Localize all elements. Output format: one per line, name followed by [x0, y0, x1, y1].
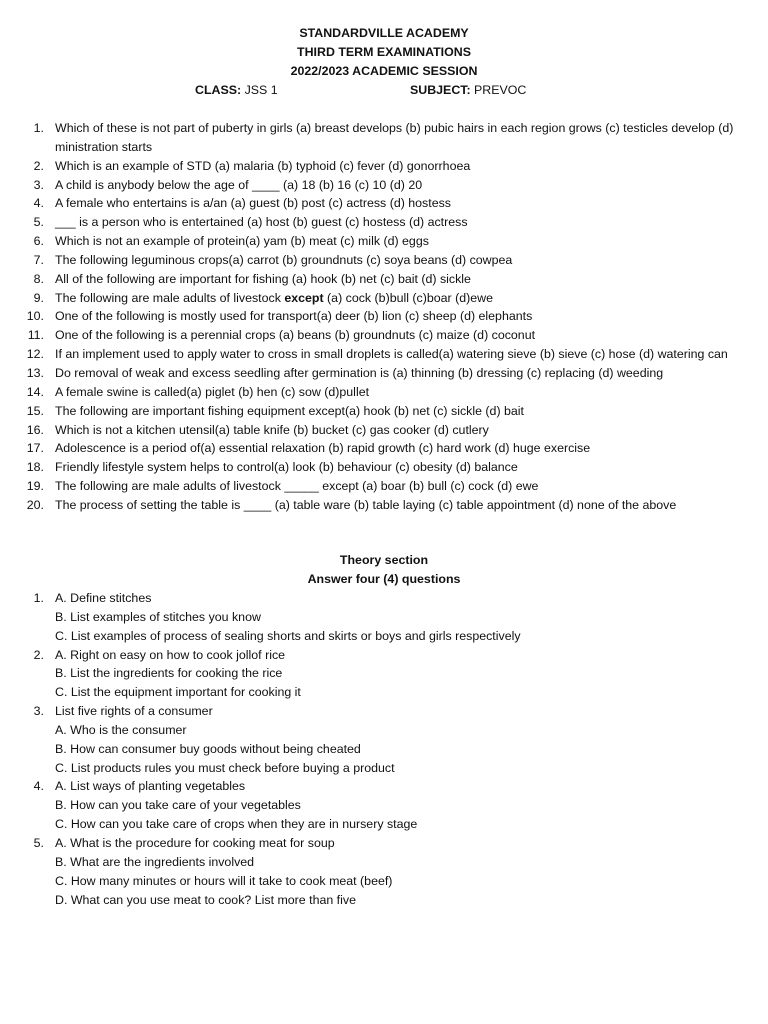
question-number: 3.: [33, 704, 44, 719]
question-text: The following are male adults of livestock _____ except (a) boar (b) bull (c) cock (d) ewe: [55, 479, 539, 494]
theory-first-line: A. Right on easy on how to cook jollof rice: [55, 647, 286, 662]
objective-question: [0, 251, 768, 270]
question-number: 10.: [26, 309, 44, 324]
question-text: ___ is a person who is entertained (a) host (b) guest (c) hostess (d) actress: [55, 215, 468, 230]
theory-sub-question: A. Who is the consumer: [55, 722, 187, 737]
theory-sub-question: C. How many minutes or hours will it take to cook meat (beef): [55, 873, 393, 888]
theory-first-line: A. What is the procedure for cooking meat for soup: [55, 835, 335, 850]
question-text-post: (a) cock (b)bull (c)boar (d)ewe: [323, 290, 493, 305]
theory-question: [0, 834, 768, 853]
objective-question: [0, 270, 768, 289]
objective-question: [0, 421, 768, 440]
objective-question: [0, 496, 768, 515]
question-number: 3.: [33, 177, 44, 192]
theory-first-line: A. List ways of planting vegetables: [55, 779, 246, 794]
theory-sub-question: B. How can consumer buy goods without being cheated: [55, 741, 361, 756]
question-text: The process of setting the table is ____ (a) table ware (b) table laying (c) table appointment (d) none of the above: [55, 497, 677, 512]
theory-sub-question: C. How can you take care of crops when they are in nursery stage: [55, 817, 418, 832]
objective-question: [0, 213, 768, 232]
class-subject-row: [0, 81, 768, 100]
question-number: 12.: [26, 347, 44, 362]
objective-question: [0, 176, 768, 195]
theory-sub-question: B. How can you take care of your vegetables: [55, 798, 301, 813]
question-text: A female who entertains is a/an (a) guest (b) post (c) actress (d) hostess: [55, 196, 451, 211]
theory-sub-question: B. List the ingredients for cooking the rice: [55, 666, 283, 681]
question-text: Adolescence is a period of(a) essential relaxation (b) rapid growth (c) hard work (d) huge exercise: [55, 441, 591, 456]
question-number: 2.: [33, 647, 44, 662]
question-text: All of the following are important for fishing (a) hook (b) net (c) bait (d) sickle: [55, 271, 471, 286]
theory-title: Theory section: [339, 553, 429, 567]
objective-question: [0, 439, 768, 458]
question-text: If an implement used to apply water to cross in small droplets is called(a) watering sieve (b) sieve (c) hose (d) watering can: [55, 347, 728, 362]
question-number: 8.: [33, 271, 44, 286]
question-number: 7.: [33, 252, 44, 267]
question-number: 1.: [33, 591, 44, 605]
objective-question: [0, 326, 768, 345]
objective-questions: [0, 119, 768, 515]
theory-question: [0, 702, 768, 721]
question-text: One of the following is mostly used for transport(a) deer (b) lion (c) sheep (d) elephants: [55, 309, 533, 324]
class-label: CLASS:: [195, 83, 242, 97]
class-value: JSS 1: [241, 83, 278, 97]
objective-question: [0, 307, 768, 326]
theory-sub-question: C. List examples of process of sealing shorts and skirts or boys and girls respectively: [55, 628, 521, 643]
theory-sub-question: C. List products rules you must check before buying a product: [55, 760, 395, 775]
question-number: 5.: [33, 835, 44, 850]
academic-session: 2022/2023 ACADEMIC SESSION: [290, 64, 478, 78]
objective-question: [0, 232, 768, 251]
question-number: 20.: [26, 497, 44, 512]
question-text: Which of these is not part of puberty in girls (a) breast develops (b) pubic hairs in each region grows (c) testicles develop (d) ministration starts: [55, 121, 734, 154]
question-number: 18.: [26, 460, 44, 475]
question-text: Friendly lifestyle system helps to control(a) look (b) behaviour (c) obesity (d) balance: [55, 460, 518, 475]
question-number: 17.: [26, 441, 44, 456]
question-text: Do removal of weak and excess seedling after germination is (a) thinning (b) dressing (c) replacing (d) weeding: [55, 365, 664, 380]
theory-question: [0, 777, 768, 796]
objective-question: [0, 345, 768, 364]
exam-title: THIRD TERM EXAMINATIONS: [297, 45, 471, 59]
question-text: A female swine is called(a) piglet (b) hen (c) sow (d)pullet: [55, 384, 370, 399]
question-text: The following are important fishing equipment except(a) hook (b) net (c) sickle (d) bait: [55, 403, 524, 418]
theory-instruction: Answer four (4) questions: [307, 572, 461, 586]
theory-questions: [0, 589, 768, 909]
question-text: [55, 291, 493, 305]
theory-question: [0, 589, 768, 608]
theory-sub-question: D. What can you use meat to cook? List more than five: [55, 892, 356, 907]
question-number: 5.: [33, 215, 44, 230]
question-number: 1.: [33, 121, 44, 135]
question-number: 13.: [26, 365, 44, 380]
objective-question: [0, 383, 768, 402]
theory-sub-question: C. List the equipment important for cooking it: [55, 685, 301, 700]
objective-question: [0, 364, 768, 383]
question-text: Which is an example of STD (a) malaria (b) typhoid (c) fever (d) gonorrhoea: [55, 158, 471, 173]
theory-first-line: A. Define stitches: [55, 591, 152, 605]
question-text-bold: except: [284, 290, 324, 305]
question-text: One of the following is a perennial crops (a) beans (b) groundnuts (c) maize (d) coconut: [55, 328, 536, 343]
question-text: A child is anybody below the age of ____ (a) 18 (b) 16 (c) 10 (d) 20: [55, 177, 423, 192]
objective-question: [0, 458, 768, 477]
objective-question: [0, 289, 768, 308]
question-number: 14.: [26, 384, 44, 399]
question-number: 16.: [26, 422, 44, 437]
subject-value: PREVOC: [470, 83, 527, 97]
question-text: Which is not an example of protein(a) yam (b) meat (c) milk (d) eggs: [55, 234, 429, 249]
subject-info: [410, 81, 526, 100]
question-number: 6.: [33, 234, 44, 249]
theory-first-line: List five rights of a consumer: [55, 704, 213, 719]
class-info: [195, 81, 278, 100]
question-number: 11.: [27, 328, 44, 343]
subject-label: SUBJECT:: [410, 83, 471, 97]
question-number: 19.: [26, 479, 44, 494]
objective-question: [0, 477, 768, 496]
question-text: The following leguminous crops(a) carrot (b) groundnuts (c) soya beans (d) cowpea: [55, 252, 513, 267]
question-number: 2.: [33, 158, 44, 173]
objective-question: [0, 157, 768, 176]
theory-question: [0, 646, 768, 665]
question-number: 4.: [33, 196, 44, 211]
question-number: 15.: [26, 403, 44, 418]
objective-question: [0, 402, 768, 421]
objective-question: [0, 119, 768, 157]
theory-sub-question: B. What are the ingredients involved: [55, 854, 255, 869]
theory-sub-question: B. List examples of stitches you know: [55, 609, 261, 624]
school-name: STANDARDVILLE ACADEMY: [299, 26, 469, 40]
objective-question: [0, 194, 768, 213]
question-text: Which is not a kitchen utensil(a) table knife (b) bucket (c) gas cooker (d) cutlery: [55, 422, 489, 437]
question-number: 9.: [33, 290, 44, 305]
question-text-pre: The following are male adults of livestock: [55, 290, 285, 305]
question-number: 4.: [33, 779, 44, 794]
